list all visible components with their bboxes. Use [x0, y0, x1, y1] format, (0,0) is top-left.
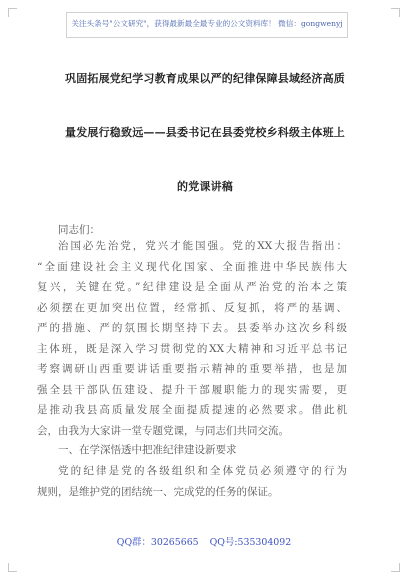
paragraph-line: 复兴，关键在党。”纪律建设是全面从严治党的治本之策 [37, 281, 347, 293]
paragraph-line: 党的纪律是党的各级组织和全体党员必须遵守的行为 [58, 465, 347, 477]
paragraph-line: 是推动我县高质量发展全面提质提速的必然要求。借此机 [37, 404, 347, 416]
header-notice: 关注头条号"公文研究"，获得最新最全最专业的公文资料库！ 微信：gongwenyj [71, 19, 343, 28]
footer-contact [0, 534, 408, 548]
paragraph-line: 必须摆在更加突出位置，经常抓、反复抓，将严的基调、 [37, 301, 347, 314]
page-corner-mark [8, 8, 17, 17]
salutation: 同志们： [58, 224, 100, 236]
document-title-line-3: 的党课讲稿 [177, 180, 233, 193]
body-paragraph-1 [37, 236, 347, 441]
footer-qq-number: QQ号:535304092 [209, 537, 292, 548]
body-paragraph-2 [37, 461, 347, 502]
paragraph-line: 规则，是维护党的团结统一、完成党的任务的保证。 [37, 485, 279, 498]
page-corner-mark [391, 8, 400, 17]
header-notice-box [66, 12, 348, 38]
paragraph-line: 主体班，既是深入学习贯彻党的XX大精神和习近平总书记 [37, 342, 347, 355]
footer-qq-group: QQ群：30265665 [116, 537, 199, 548]
paragraph-line: 会，由我为大家讲一堂专题党课，与同志们共同交流。 [37, 424, 289, 437]
paragraph-line: 严的措施、严的氛围长期坚持下去。县委举办这次乡科级 [37, 322, 347, 334]
page-corner-mark [391, 563, 400, 572]
document-title-line-1: 巩固拓展党纪学习教育成果以严的纪律保障县域经济高质 [65, 72, 345, 85]
paragraph-line: 治国必先治党，党兴才能国强。党的XX大报告指出： [58, 240, 347, 252]
paragraph-line: 考察调研山西重要讲话重要指示精神的重要举措，也是加 [37, 363, 347, 375]
page-corner-mark [8, 563, 17, 572]
document-title-line-2: 量发展行稳致远——县委书记在县委党校乡科级主体班上 [65, 126, 345, 139]
paragraph-line: “全面建设社会主义现代化国家、全面推进中华民族伟大 [37, 260, 347, 273]
section-heading-1: 一、在学深悟透中把准纪律建设新要求 [58, 444, 237, 456]
paragraph-line: 强全县干部队伍建设、提升干部履职能力的现实需要，更 [37, 383, 347, 396]
